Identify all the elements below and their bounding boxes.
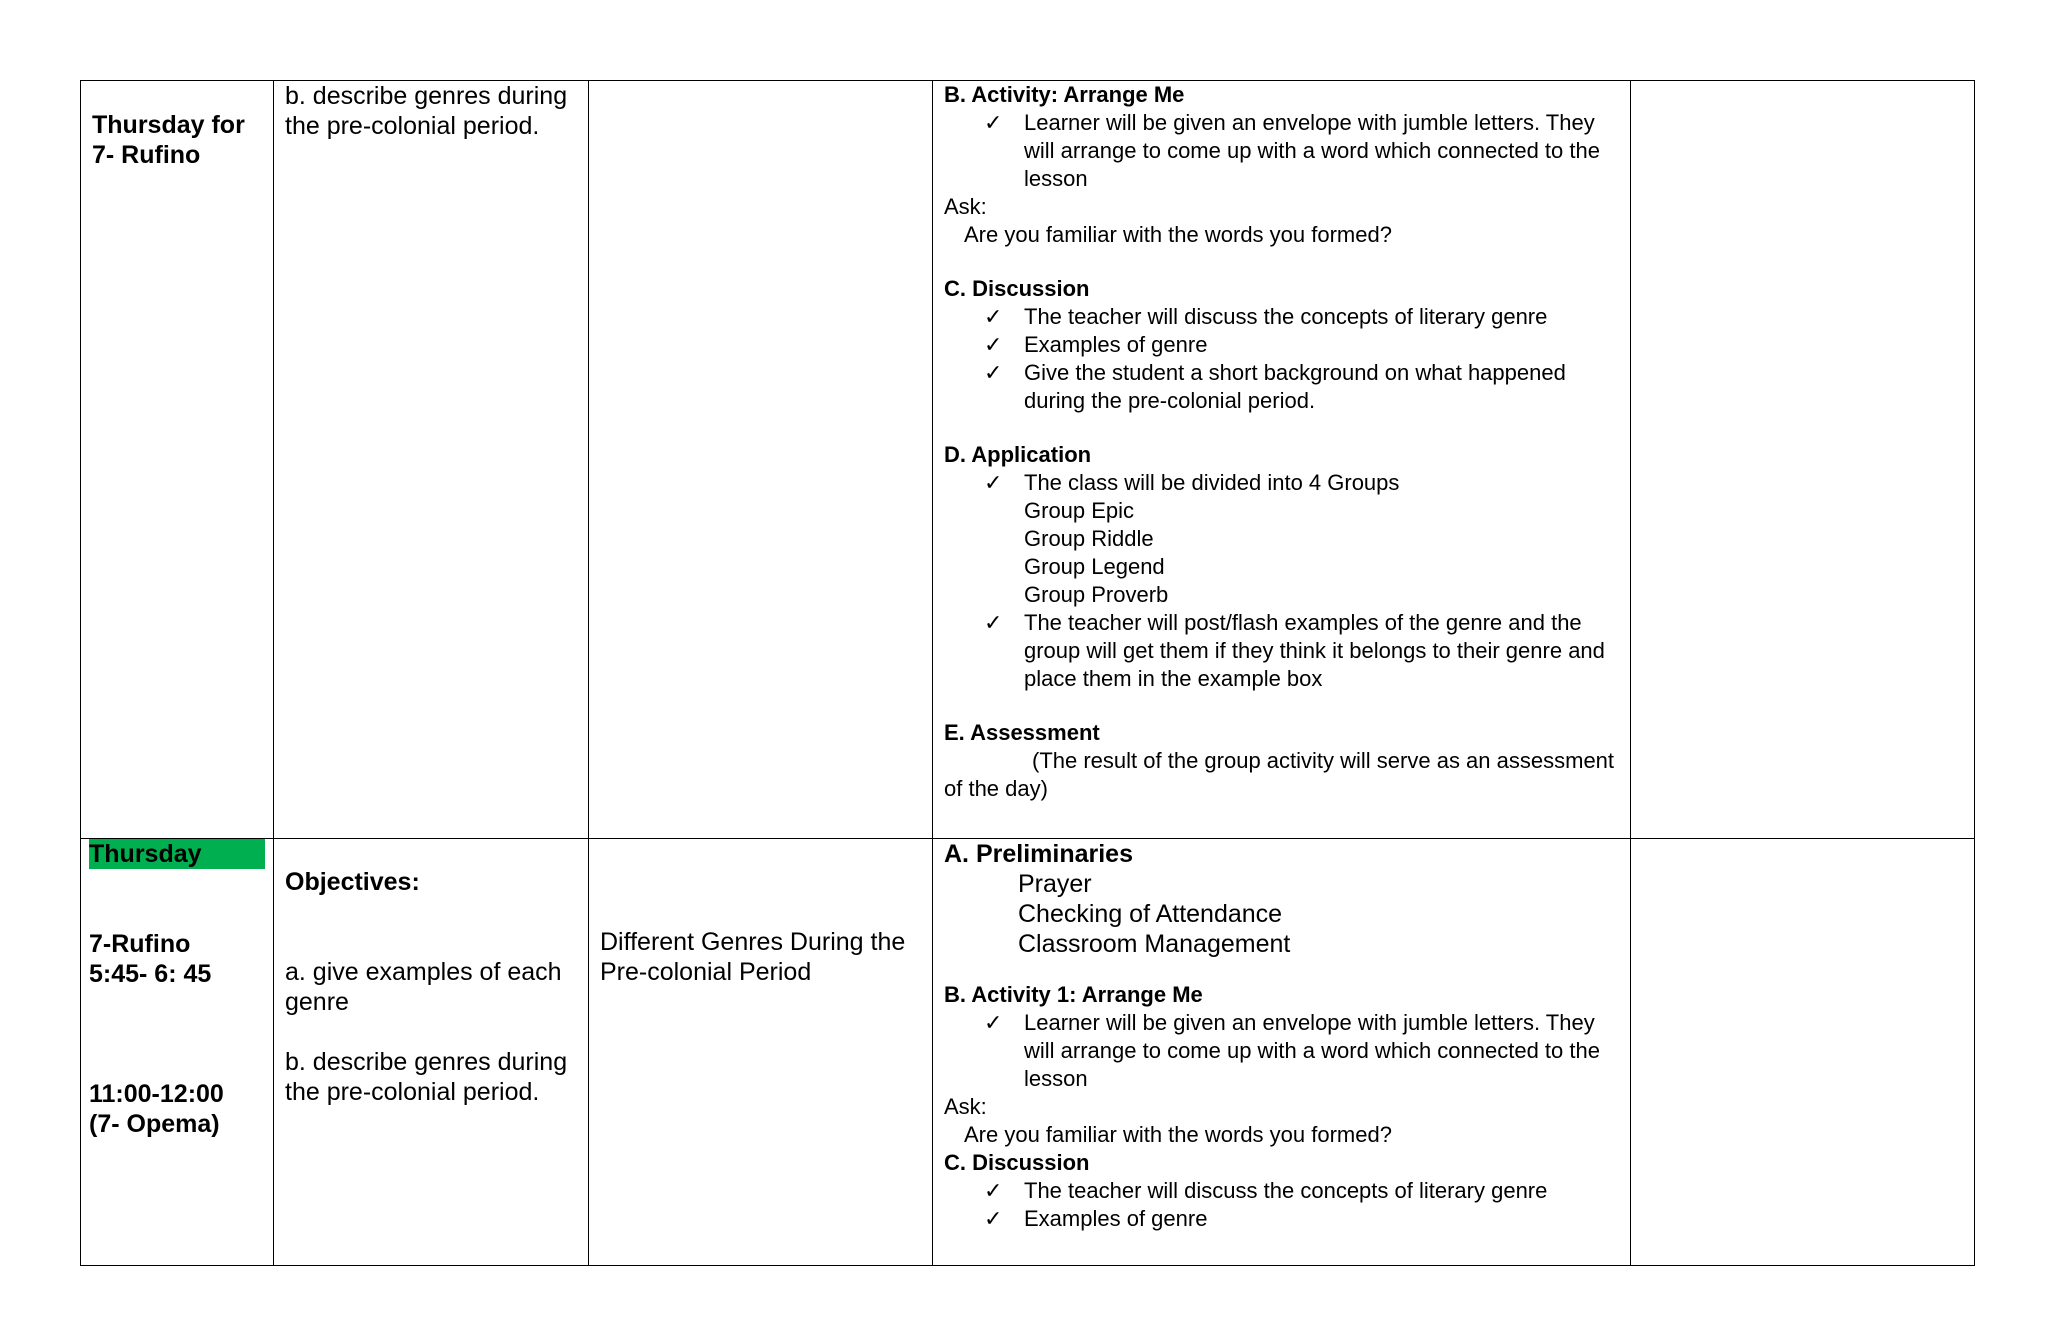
group-item: Group Epic <box>1024 498 1135 523</box>
list-item: Prayer <box>1018 870 1092 898</box>
day-cell <box>81 81 274 839</box>
list-item: ✓ The teacher will discuss the concepts of literary genre <box>984 304 1548 329</box>
day-label: Thursday for <box>92 111 245 139</box>
lesson-plan-table <box>80 80 1975 1266</box>
table-row <box>81 81 1975 839</box>
list-item: ✓ Examples of genre <box>984 332 1208 357</box>
remarks-cell <box>1631 839 1975 1266</box>
table-row <box>81 839 1975 1266</box>
list-item: ✓ Learner will be given an envelope with jumble letters. They will arrange to come up with a word which connected to the lesson <box>984 1010 1600 1091</box>
list-item: ✓ The class will be divided into 4 Groups <box>984 470 1400 495</box>
preliminaries-heading: A. Preliminaries <box>944 840 1133 868</box>
preliminaries-list <box>944 869 1619 959</box>
day-label-highlight: Thursday <box>89 839 265 869</box>
ask-question: Are you familiar with the words you formed? <box>964 1122 1392 1147</box>
list-item: ✓ Give the student a short background on what happened during the pre-colonial period. <box>984 360 1566 413</box>
activity-list <box>944 109 1619 193</box>
objectives-heading: Objectives: <box>285 868 420 896</box>
activity-heading: B. Activity 1: Arrange Me <box>944 982 1203 1007</box>
time-label: 5:45- 6: 45 <box>89 960 212 988</box>
group-item: Group Riddle <box>1024 526 1154 551</box>
application-heading: D. Application <box>944 442 1092 467</box>
discussion-heading: C. Discussion <box>944 1150 1090 1175</box>
list-item: ✓ Learner will be given an envelope with jumble letters. They will arrange to come up with a word which connected to the lesson <box>984 110 1600 191</box>
activity-heading: B. Activity: Arrange Me <box>944 82 1185 107</box>
objectives-cell <box>274 81 589 839</box>
topic-text: Different Genres During the Pre-colonial Period <box>600 928 906 986</box>
application-list-2 <box>944 609 1619 693</box>
application-list <box>944 469 1619 497</box>
discussion-list <box>944 303 1619 415</box>
section-label: (7- Opema) <box>89 1110 220 1138</box>
ask-label: Ask: <box>944 1094 987 1119</box>
discussion-list <box>944 1177 1619 1233</box>
group-item: Group Legend <box>1024 554 1165 579</box>
check-icon: ✓ <box>984 304 1003 329</box>
objective-b: b. describe genres during the pre-colonial period. <box>285 82 568 140</box>
list-item: Classroom Management <box>1018 930 1291 958</box>
group-item: Group Proverb <box>1024 582 1169 607</box>
topic-cell <box>589 839 933 1266</box>
check-icon: ✓ <box>984 332 1003 357</box>
objective-a: a. give examples of each genre <box>285 958 562 1016</box>
check-icon: ✓ <box>984 470 1003 495</box>
objectives-cell <box>274 839 589 1266</box>
activity-list <box>944 1009 1619 1093</box>
section-label: 7- Rufino <box>92 141 201 169</box>
assessment-text: (The result of the group activity will serve as an assessment of the day) <box>944 748 1615 801</box>
assessment-heading: E. Assessment <box>944 720 1100 745</box>
discussion-heading: C. Discussion <box>944 276 1090 301</box>
check-icon: ✓ <box>984 610 1003 635</box>
check-icon: ✓ <box>984 360 1003 385</box>
group-list <box>944 497 1619 609</box>
check-icon: ✓ <box>984 1178 1003 1203</box>
ask-label: Ask: <box>944 194 987 219</box>
check-icon: ✓ <box>984 110 1003 135</box>
list-item: ✓ Examples of genre <box>984 1206 1208 1231</box>
procedure-cell <box>933 81 1631 839</box>
topic-cell <box>589 81 933 839</box>
check-icon: ✓ <box>984 1206 1003 1231</box>
time-label: 11:00-12:00 <box>89 1080 224 1108</box>
day-cell <box>81 839 274 1266</box>
list-item: ✓ The teacher will post/flash examples of the genre and the group will get them if they think it belongs to their genre and place them in the example box <box>984 610 1605 691</box>
list-item: ✓ The teacher will discuss the concepts of literary genre <box>984 1178 1548 1203</box>
section-label: 7-Rufino <box>89 930 191 958</box>
procedure-cell <box>933 839 1631 1266</box>
remarks-cell <box>1631 81 1975 839</box>
list-item: Checking of Attendance <box>1018 900 1283 928</box>
objective-b: b. describe genres during the pre-colonial period. <box>285 1048 568 1106</box>
ask-question: Are you familiar with the words you formed? <box>964 222 1392 247</box>
check-icon: ✓ <box>984 1010 1003 1035</box>
